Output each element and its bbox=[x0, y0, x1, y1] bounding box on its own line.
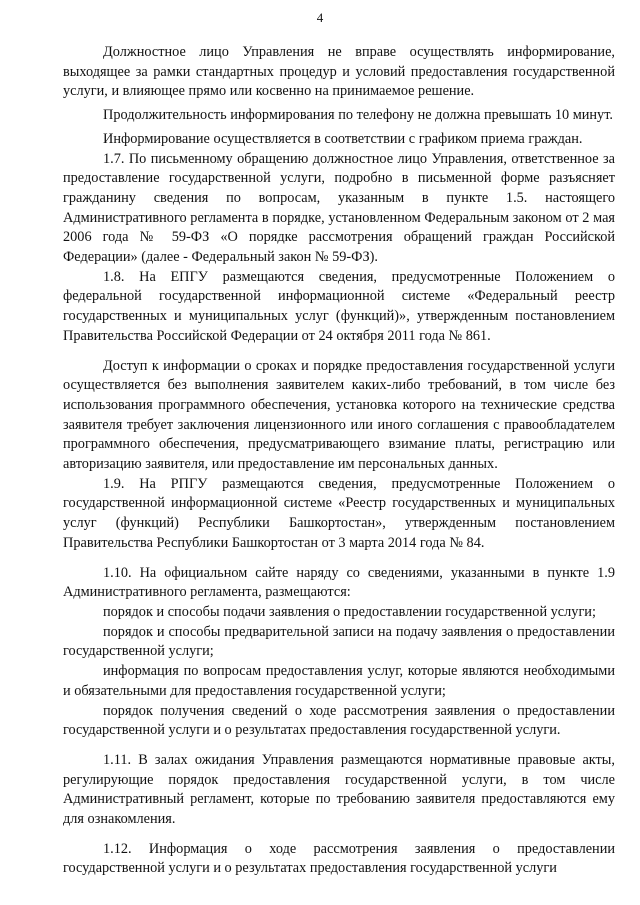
paragraph-official-limits: Должностное лицо Управления не вправе осуществлять информирование, выходящее за рамки стандартных процедур и условий предоставления государственной услуги, и влияющее прямо или косвенно на принимаемое решение. bbox=[63, 44, 615, 100]
paragraph-1-9: 1.9. На РПГУ размещаются сведения, предусмотренные Положением о государственной информационной системе «Реестр государственных и муниципальных услуг (функций) Республики Башкортостан», утвержденным постановлением Правительства Республики Башкортостан от 3 марта 2014 года № 84. bbox=[63, 475, 615, 551]
paragraph-1-10: 1.10. На официальном сайте наряду со сведениями, указанными в пункте 1.9 Административного регламента, размещаются: bbox=[63, 564, 615, 601]
paragraph-schedule: Информирование осуществляется в соответствии с графиком приема граждан. bbox=[103, 130, 583, 147]
list-item-submission: порядок и способы подачи заявления о предоставлении государственной услуги; bbox=[103, 603, 596, 620]
paragraph-1-11: 1.11. В залах ожидания Управления размещаются нормативные правовые акты, регулирующие порядок предоставления государственной услуги, в том числе Административный регламент, которые по требованию заявителя предоставляются ему для ознакомления. bbox=[63, 751, 615, 828]
paragraph-access: Доступ к информации о сроках и порядке предоставления государственной услуги осуществляется без выполнения заявителем каких-либо требований, в том числе без использования программного обеспечения, установка которого на технические средства заявителя требует заключения лицензионного или иного соглашения с правообладателем программного обеспечения, предусматривающего взимание платы, регистрацию или авторизацию заявителя, или предоставление им персональных данных. bbox=[63, 357, 615, 473]
page-number: 4 bbox=[316, 10, 324, 25]
document-body bbox=[63, 43, 615, 879]
list-item-required-services: информация по вопросам предоставления услуг, которые являются необходимыми и обязательными для предоставления государственной услуги; bbox=[63, 663, 615, 699]
paragraph-phone-duration: Продолжительность информирования по телефону не должна превышать 10 минут. bbox=[103, 107, 613, 124]
paragraph-1-7: 1.7. По письменному обращению должностное лицо Управления, ответственное за предоставление государственной услуги, подробно в письменной форме разъясняет гражданину сведения по вопросам, указанным в пункте 1.5. настоящего Административного регламента в порядке, установленном Федеральным законом от 2 мая 2006 года № 59-ФЗ «О порядке рассмотрения обращений граждан Российской Федерации» (далее - Федеральный закон № 59-ФЗ). bbox=[63, 150, 615, 266]
list-item-status-info: порядок получения сведений о ходе рассмотрения заявления о предоставлении государственной услуги и о результатах предоставления государственной услуги. bbox=[63, 702, 615, 739]
paragraph-1-8: 1.8. На ЕПГУ размещаются сведения, предусмотренные Положением о федеральной государственной информационной системе «Федеральный реестр государственных и муниципальных услуг (функций)», утвержденным постановлением Правительства Российской Федерации от 24 октября 2011 года № 861. bbox=[63, 268, 615, 344]
list-item-appointment: порядок и способы предварительной записи на подачу заявления о предоставлении государственной услуги; bbox=[63, 623, 615, 660]
paragraph-1-12: 1.12. Информация о ходе рассмотрения заявления о предоставлении государственной услуги и о результатах предоставления государственной услуги bbox=[63, 840, 615, 877]
